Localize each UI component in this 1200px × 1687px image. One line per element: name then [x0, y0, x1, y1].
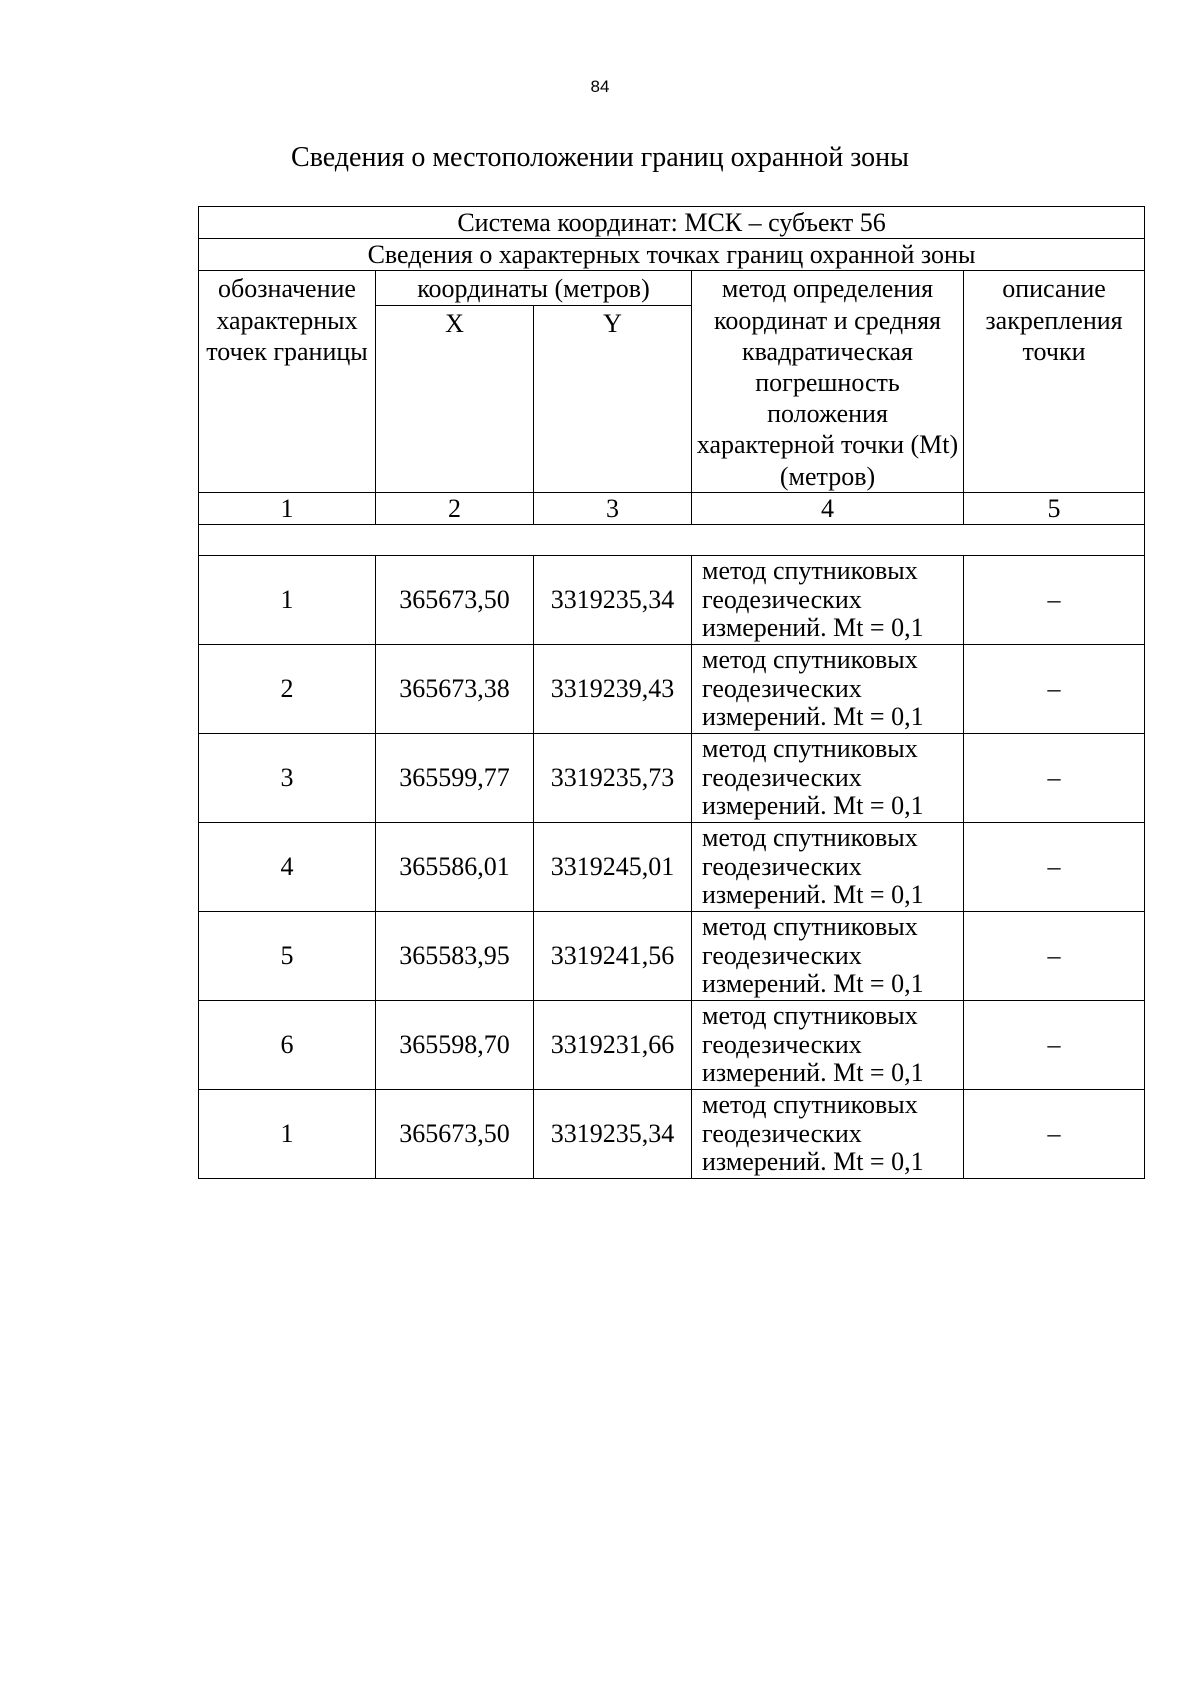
- point-number: 2: [199, 644, 376, 733]
- column-number: 2: [376, 492, 534, 524]
- point-number: 5: [199, 911, 376, 1000]
- coord-y: 3319235,73: [534, 733, 692, 822]
- coord-y: 3319241,56: [534, 911, 692, 1000]
- coord-x: 365673,50: [376, 1089, 534, 1178]
- point-number: 1: [199, 1089, 376, 1178]
- section-heading-row: [199, 239, 1145, 271]
- header-method: метод определения координат и средняя квадратическая погрешность положения характерной точки (Mt) (метров): [692, 271, 964, 492]
- method: метод спутниковых геодезических измерений. Mt = 0,1: [692, 1000, 964, 1089]
- coord-x: 365586,01: [376, 822, 534, 911]
- empty-cell: [199, 524, 1145, 555]
- coordinates-table: [198, 206, 1145, 1179]
- header-row: [199, 271, 1145, 305]
- column-number-row: [199, 492, 1145, 524]
- coord-x: 365583,95: [376, 911, 534, 1000]
- coordinate-system-row: [199, 207, 1145, 239]
- section-heading-cell: Сведения о характерных точках границ охранной зоны: [199, 239, 1145, 271]
- header-y: Y: [534, 305, 692, 492]
- coord-x: 365673,50: [376, 555, 534, 644]
- coord-x: 365598,70: [376, 1000, 534, 1089]
- point-number: 6: [199, 1000, 376, 1089]
- point-number: 4: [199, 822, 376, 911]
- coord-y: 3319239,43: [534, 644, 692, 733]
- fixation-description: –: [964, 555, 1145, 644]
- fixation-description: –: [964, 733, 1145, 822]
- coord-x: 365673,38: [376, 644, 534, 733]
- table-row: [199, 644, 1145, 733]
- page-title: Сведения о местоположении границ охранной зоны: [291, 142, 909, 173]
- header-coordinates-group: координаты (метров): [376, 271, 692, 305]
- coord-y: 3319235,34: [534, 555, 692, 644]
- table-row: [199, 733, 1145, 822]
- column-number: 1: [199, 492, 376, 524]
- empty-row: [199, 524, 1145, 555]
- column-number: 4: [692, 492, 964, 524]
- coord-y: 3319245,01: [534, 822, 692, 911]
- method: метод спутниковых геодезических измерений. Mt = 0,1: [692, 822, 964, 911]
- table-row: [199, 822, 1145, 911]
- method: метод спутниковых геодезических измерений. Mt = 0,1: [692, 555, 964, 644]
- fixation-description: –: [964, 911, 1145, 1000]
- fixation-description: –: [964, 1089, 1145, 1178]
- column-number: 5: [964, 492, 1145, 524]
- table-row: [199, 1000, 1145, 1089]
- header-description: описание закрепления точки: [964, 271, 1145, 492]
- table-row: [199, 911, 1145, 1000]
- table-row: [199, 1089, 1145, 1178]
- header-x: X: [376, 305, 534, 492]
- method: метод спутниковых геодезических измерений. Mt = 0,1: [692, 733, 964, 822]
- fixation-description: –: [964, 1000, 1145, 1089]
- method: метод спутниковых геодезических измерений. Mt = 0,1: [692, 644, 964, 733]
- method: метод спутниковых геодезических измерений. Mt = 0,1: [692, 911, 964, 1000]
- fixation-description: –: [964, 822, 1145, 911]
- fixation-description: –: [964, 644, 1145, 733]
- point-number: 3: [199, 733, 376, 822]
- coord-x: 365599,77: [376, 733, 534, 822]
- page-number: 84: [590, 77, 610, 96]
- table-row: [199, 555, 1145, 644]
- coordinate-system-cell: Система координат: МСК – субъект 56: [199, 207, 1145, 239]
- header-point-designation: обозначение характерных точек границы: [199, 271, 376, 492]
- point-number: 1: [199, 555, 376, 644]
- method: метод спутниковых геодезических измерений. Mt = 0,1: [692, 1089, 964, 1178]
- column-number: 3: [534, 492, 692, 524]
- coord-y: 3319235,34: [534, 1089, 692, 1178]
- coord-y: 3319231,66: [534, 1000, 692, 1089]
